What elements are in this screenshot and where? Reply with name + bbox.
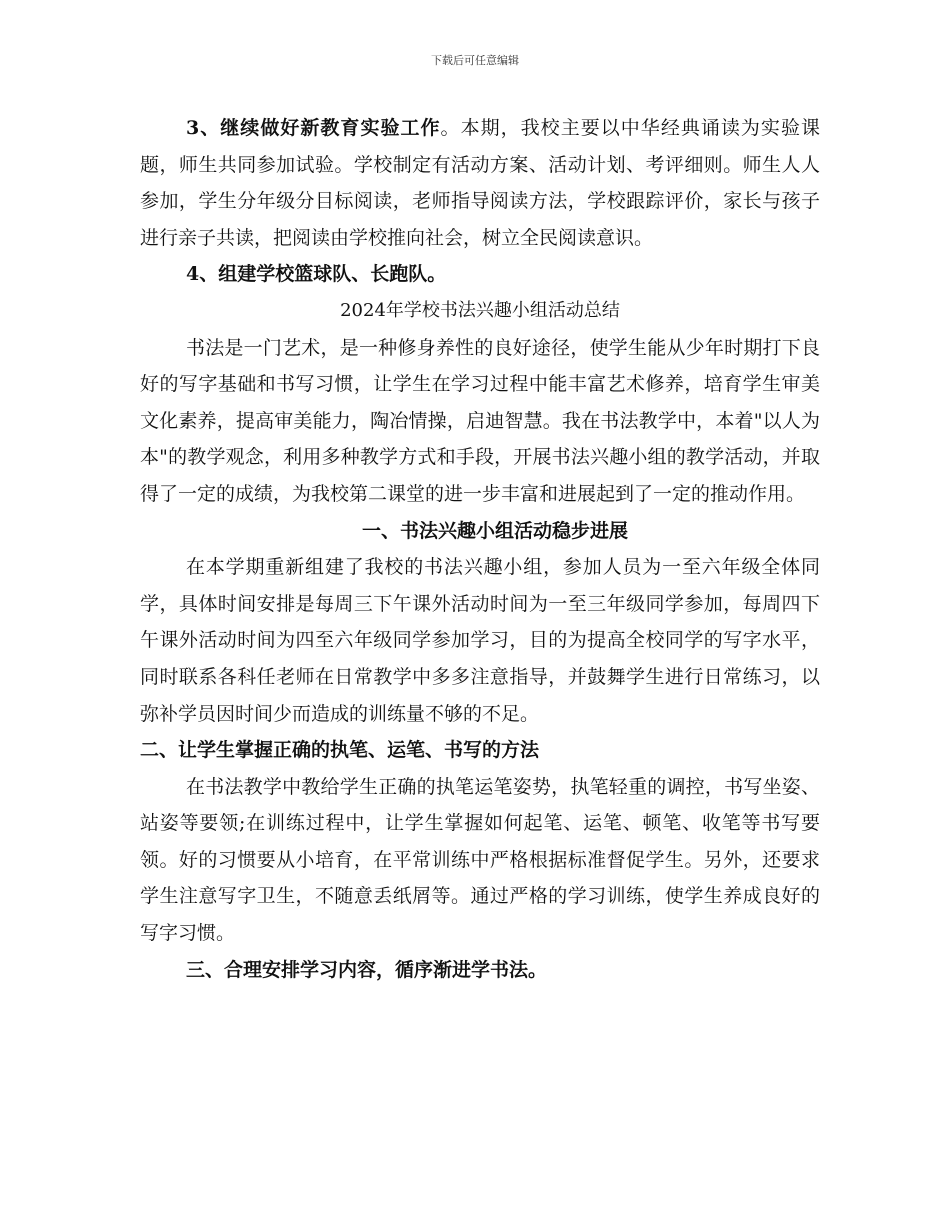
section3-heading: 三、合理安排学习内容，循序渐进学书法。 (186, 958, 548, 981)
item3-paragraph (140, 110, 820, 256)
item3-lead: 3、继续做好新教育实验工作 (186, 117, 441, 139)
document-body (140, 110, 820, 988)
section1-heading: 一、书法兴趣小组活动稳步进展 (361, 519, 628, 542)
document-title: 2024年学校书法兴趣小组活动总结 (340, 299, 620, 321)
item3-text: 。本期，我校主要以中华经典诵读为实验课题，师生共同参加试验。学校制定有活动方案、活动计划、考评细则。师生人人参加，学生分年级分目标阅读，老师指导阅读方法，学校跟踪评价，家长与孩子进行亲子共读，把阅读由学校推向社会，树立全民阅读意识。 (140, 117, 820, 249)
section1-paragraph: 在本学期重新组建了我校的书法兴趣小组，参加人员为一至六年级全体同学，具体时间安排是每周三下午课外活动时间为一至三年级同学参加，每周四下午课外活动时间为四至六年级同学参加学习，目的为提高全校同学的写字水平，同时联系各科任老师在日常教学中多多注意指导，并鼓舞学生进行日常练习，以弥补学员因时间少而造成的训练量不够的不足。 (140, 556, 820, 725)
intro-paragraph: 书法是一门艺术，是一种修身养性的良好途径，使学生能从少年时期打下良好的写字基础和书写习惯，让学生在学习过程中能丰富艺术修养，培育学生审美文化素养，提高审美能力，陶冶情操，启迪智慧。我在书法教学中，本着"以人为本"的教学观念，利用多种教学方式和手段，开展书法兴趣小组的教学活动，并取得了一定的成绩，为我校第二课堂的进一步丰富和进展起到了一定的推动作用。 (140, 336, 820, 505)
section2-paragraph: 在书法教学中教给学生正确的执笔运笔姿势，执笔轻重的调控，书写坐姿、站姿等要领;在训练过程中，让学生掌握如何起笔、运笔、顿笔、收笔等书写要领。好的习惯要从小培育，在平常训练中严格根据标准督促学生。另外，还要求学生注意写字卫生，不随意丢纸屑等。通过严格的学习训练，使学生养成良好的写字习惯。 (140, 775, 820, 945)
page-header: 下载后可任意编辑 (431, 54, 519, 67)
section2-heading: 二、让学生掌握正确的执笔、运笔、书写的方法 (140, 739, 540, 762)
item4-paragraph: 4、组建学校篮球队、长跑队。 (186, 263, 447, 286)
